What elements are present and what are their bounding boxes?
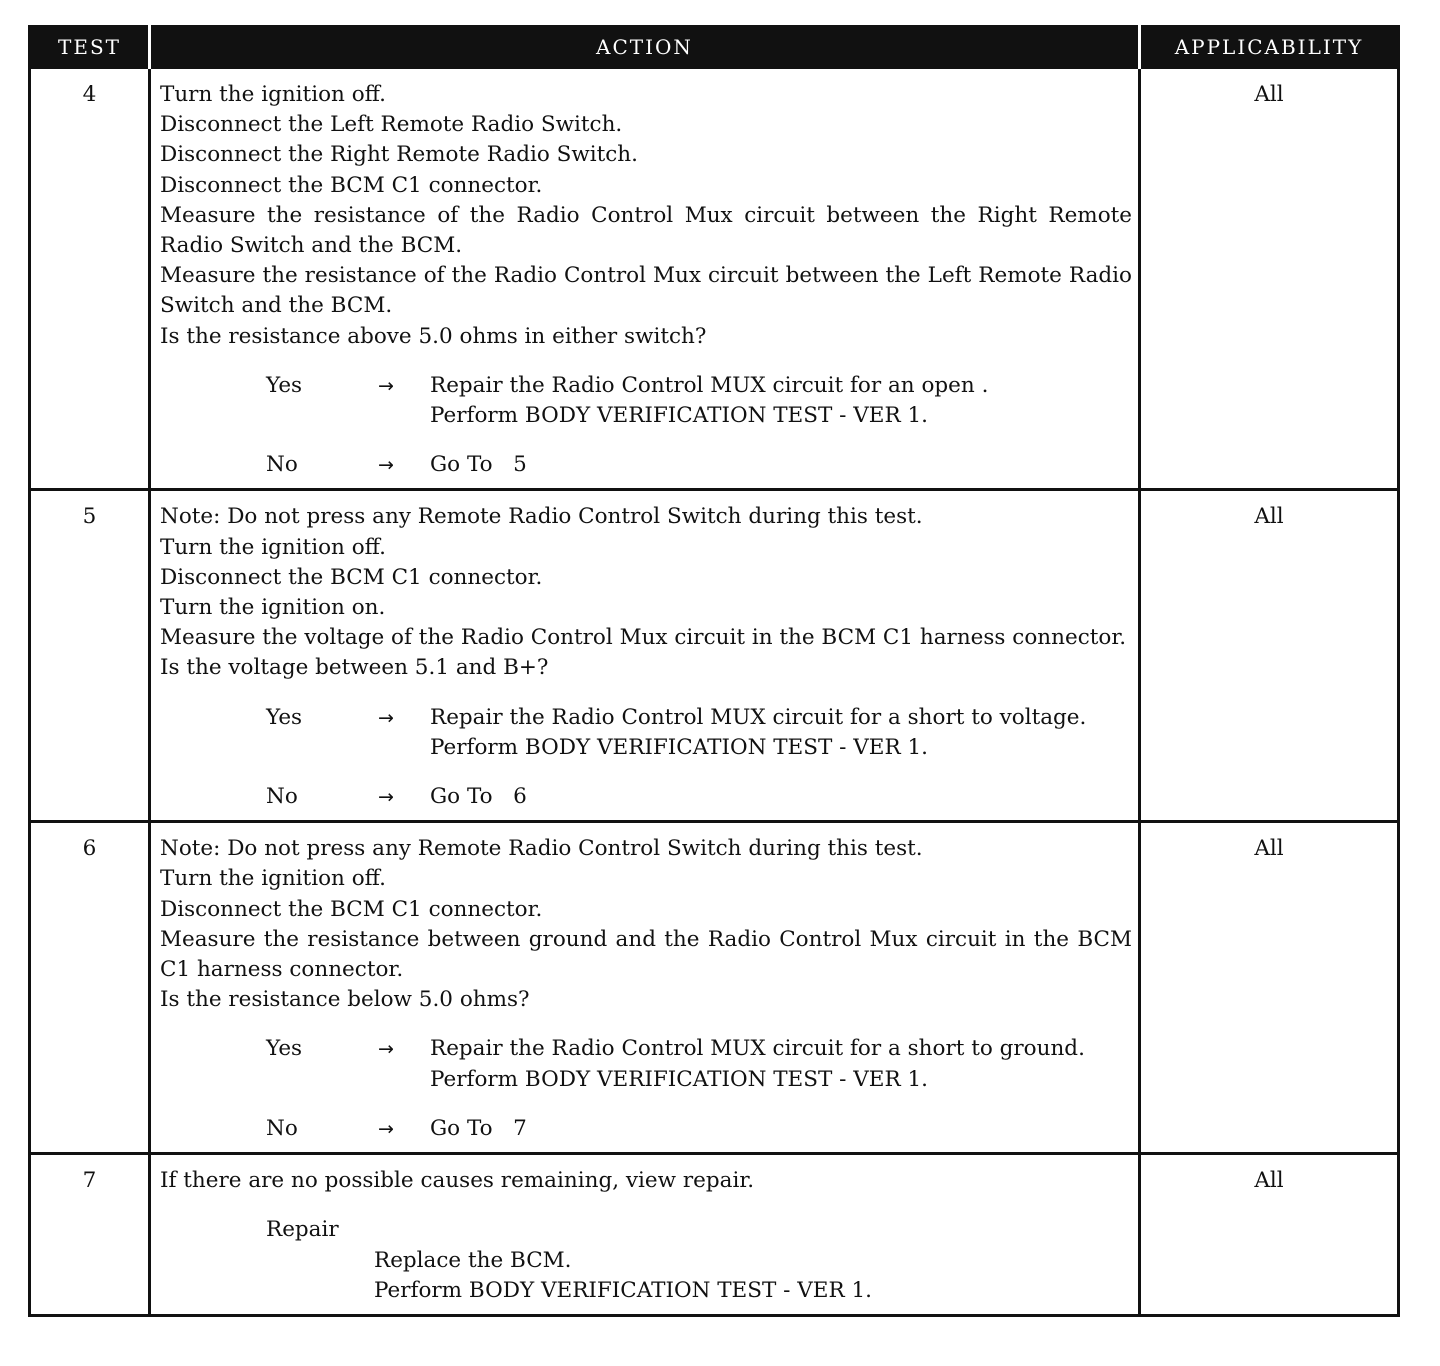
result-line: Perform BODY VERIFICATION TEST - VER 1. bbox=[430, 734, 929, 760]
repair-label: Repair bbox=[266, 1217, 339, 1243]
test-number: 6 bbox=[30, 822, 150, 1154]
yes-label: Yes bbox=[266, 372, 303, 398]
action-question: Is the resistance above 5.0 ohms in either switch? bbox=[160, 323, 707, 349]
action-step: Measure the voltage of the Radio Control Mux circuit in the BCM C1 harness connector. bbox=[160, 625, 1127, 651]
action-step: Disconnect the Right Remote Radio Switch. bbox=[160, 142, 638, 168]
action-step: Turn the ignition off. bbox=[160, 534, 386, 560]
repair-steps bbox=[266, 1246, 1132, 1306]
result-line: Perform BODY VERIFICATION TEST - VER 1. bbox=[430, 1066, 929, 1092]
arrow-icon: → bbox=[378, 1117, 394, 1140]
arrow-icon: → bbox=[378, 374, 394, 397]
yes-outcome bbox=[160, 371, 1132, 431]
result-line: Perform BODY VERIFICATION TEST - VER 1. bbox=[430, 403, 929, 429]
action-question: Is the voltage between 5.1 and B+? bbox=[160, 655, 549, 681]
header-applicability: APPLICABILITY bbox=[1140, 27, 1399, 68]
goto-link[interactable]: Go To 6 bbox=[430, 784, 527, 810]
test-row-5 bbox=[30, 490, 1399, 822]
action-step: Turn the ignition off. bbox=[160, 866, 386, 892]
action-cell bbox=[150, 822, 1140, 1154]
action-cell bbox=[150, 68, 1140, 490]
test-row-6 bbox=[30, 822, 1399, 1154]
no-outcome bbox=[160, 1114, 1132, 1144]
yes-outcome bbox=[160, 1034, 1132, 1094]
yes-label: Yes bbox=[266, 704, 303, 730]
yes-result bbox=[430, 1034, 1132, 1094]
action-step: Turn the ignition on. bbox=[160, 595, 386, 621]
repair-line: Perform BODY VERIFICATION TEST - VER 1. bbox=[374, 1277, 873, 1303]
action-cell bbox=[150, 1154, 1140, 1316]
result-line: Repair the Radio Control MUX circuit for an open . bbox=[430, 372, 989, 398]
no-outcome bbox=[160, 450, 1132, 480]
action-step: Measure the resistance of the Radio Control Mux circuit between the Right Remote Radio Switch and the BCM. bbox=[160, 202, 1132, 259]
action-step: Turn the ignition off. bbox=[160, 82, 386, 107]
yes-result bbox=[430, 703, 1132, 763]
applicability-cell: All bbox=[1140, 822, 1399, 1154]
repair-block bbox=[160, 1215, 1132, 1306]
arrow-icon: → bbox=[378, 1038, 394, 1061]
header-action: ACTION bbox=[150, 27, 1140, 68]
applicability-cell: All bbox=[1140, 68, 1399, 490]
action-step: Disconnect the BCM C1 connector. bbox=[160, 896, 543, 922]
action-step: Disconnect the BCM C1 connector. bbox=[160, 172, 543, 198]
yes-outcome bbox=[160, 703, 1132, 763]
table-header bbox=[30, 27, 1399, 68]
action-step: If there are no possible causes remaining, view repair. bbox=[160, 1168, 755, 1194]
action-step: Measure the resistance of the Radio Control Mux circuit between the Left Remote Radio Switch and the BCM. bbox=[160, 263, 1132, 319]
test-number: 7 bbox=[30, 1154, 150, 1316]
no-label: No bbox=[266, 784, 298, 810]
test-row-7 bbox=[30, 1154, 1399, 1316]
test-number: 5 bbox=[30, 490, 150, 822]
action-question: Is the resistance below 5.0 ohms? bbox=[160, 987, 530, 1013]
yes-result bbox=[430, 371, 1132, 431]
action-note: Note: Do not press any Remote Radio Control Switch during this test. bbox=[160, 504, 923, 530]
action-note: Note: Do not press any Remote Radio Control Switch during this test. bbox=[160, 836, 923, 862]
no-outcome bbox=[160, 782, 1132, 812]
action-cell bbox=[150, 490, 1140, 822]
goto-link[interactable]: Go To 7 bbox=[430, 1115, 527, 1141]
test-number: 4 bbox=[30, 68, 150, 490]
arrow-icon: → bbox=[378, 454, 394, 477]
goto-link[interactable]: Go To 5 bbox=[430, 452, 527, 478]
no-label: No bbox=[266, 1115, 298, 1141]
arrow-icon: → bbox=[378, 706, 394, 729]
header-test: TEST bbox=[30, 27, 150, 68]
applicability-cell: All bbox=[1140, 1154, 1399, 1316]
yes-label: Yes bbox=[266, 1036, 303, 1062]
no-label: No bbox=[266, 452, 298, 478]
action-step: Disconnect the Left Remote Radio Switch. bbox=[160, 112, 623, 138]
repair-line: Replace the BCM. bbox=[374, 1247, 572, 1273]
result-line: Repair the Radio Control MUX circuit for a short to voltage. bbox=[430, 704, 1087, 730]
applicability-cell: All bbox=[1140, 490, 1399, 822]
action-step: Measure the resistance between ground and the Radio Control Mux circuit in the BCM C1 harness connector. bbox=[160, 926, 1132, 983]
test-row-4 bbox=[30, 68, 1399, 490]
diagnostic-sheet bbox=[28, 25, 1397, 1317]
arrow-icon: → bbox=[378, 786, 394, 809]
action-step: Disconnect the BCM C1 connector. bbox=[160, 564, 543, 590]
diagnostic-table bbox=[28, 25, 1400, 1317]
result-line: Repair the Radio Control MUX circuit for a short to ground. bbox=[430, 1036, 1085, 1062]
